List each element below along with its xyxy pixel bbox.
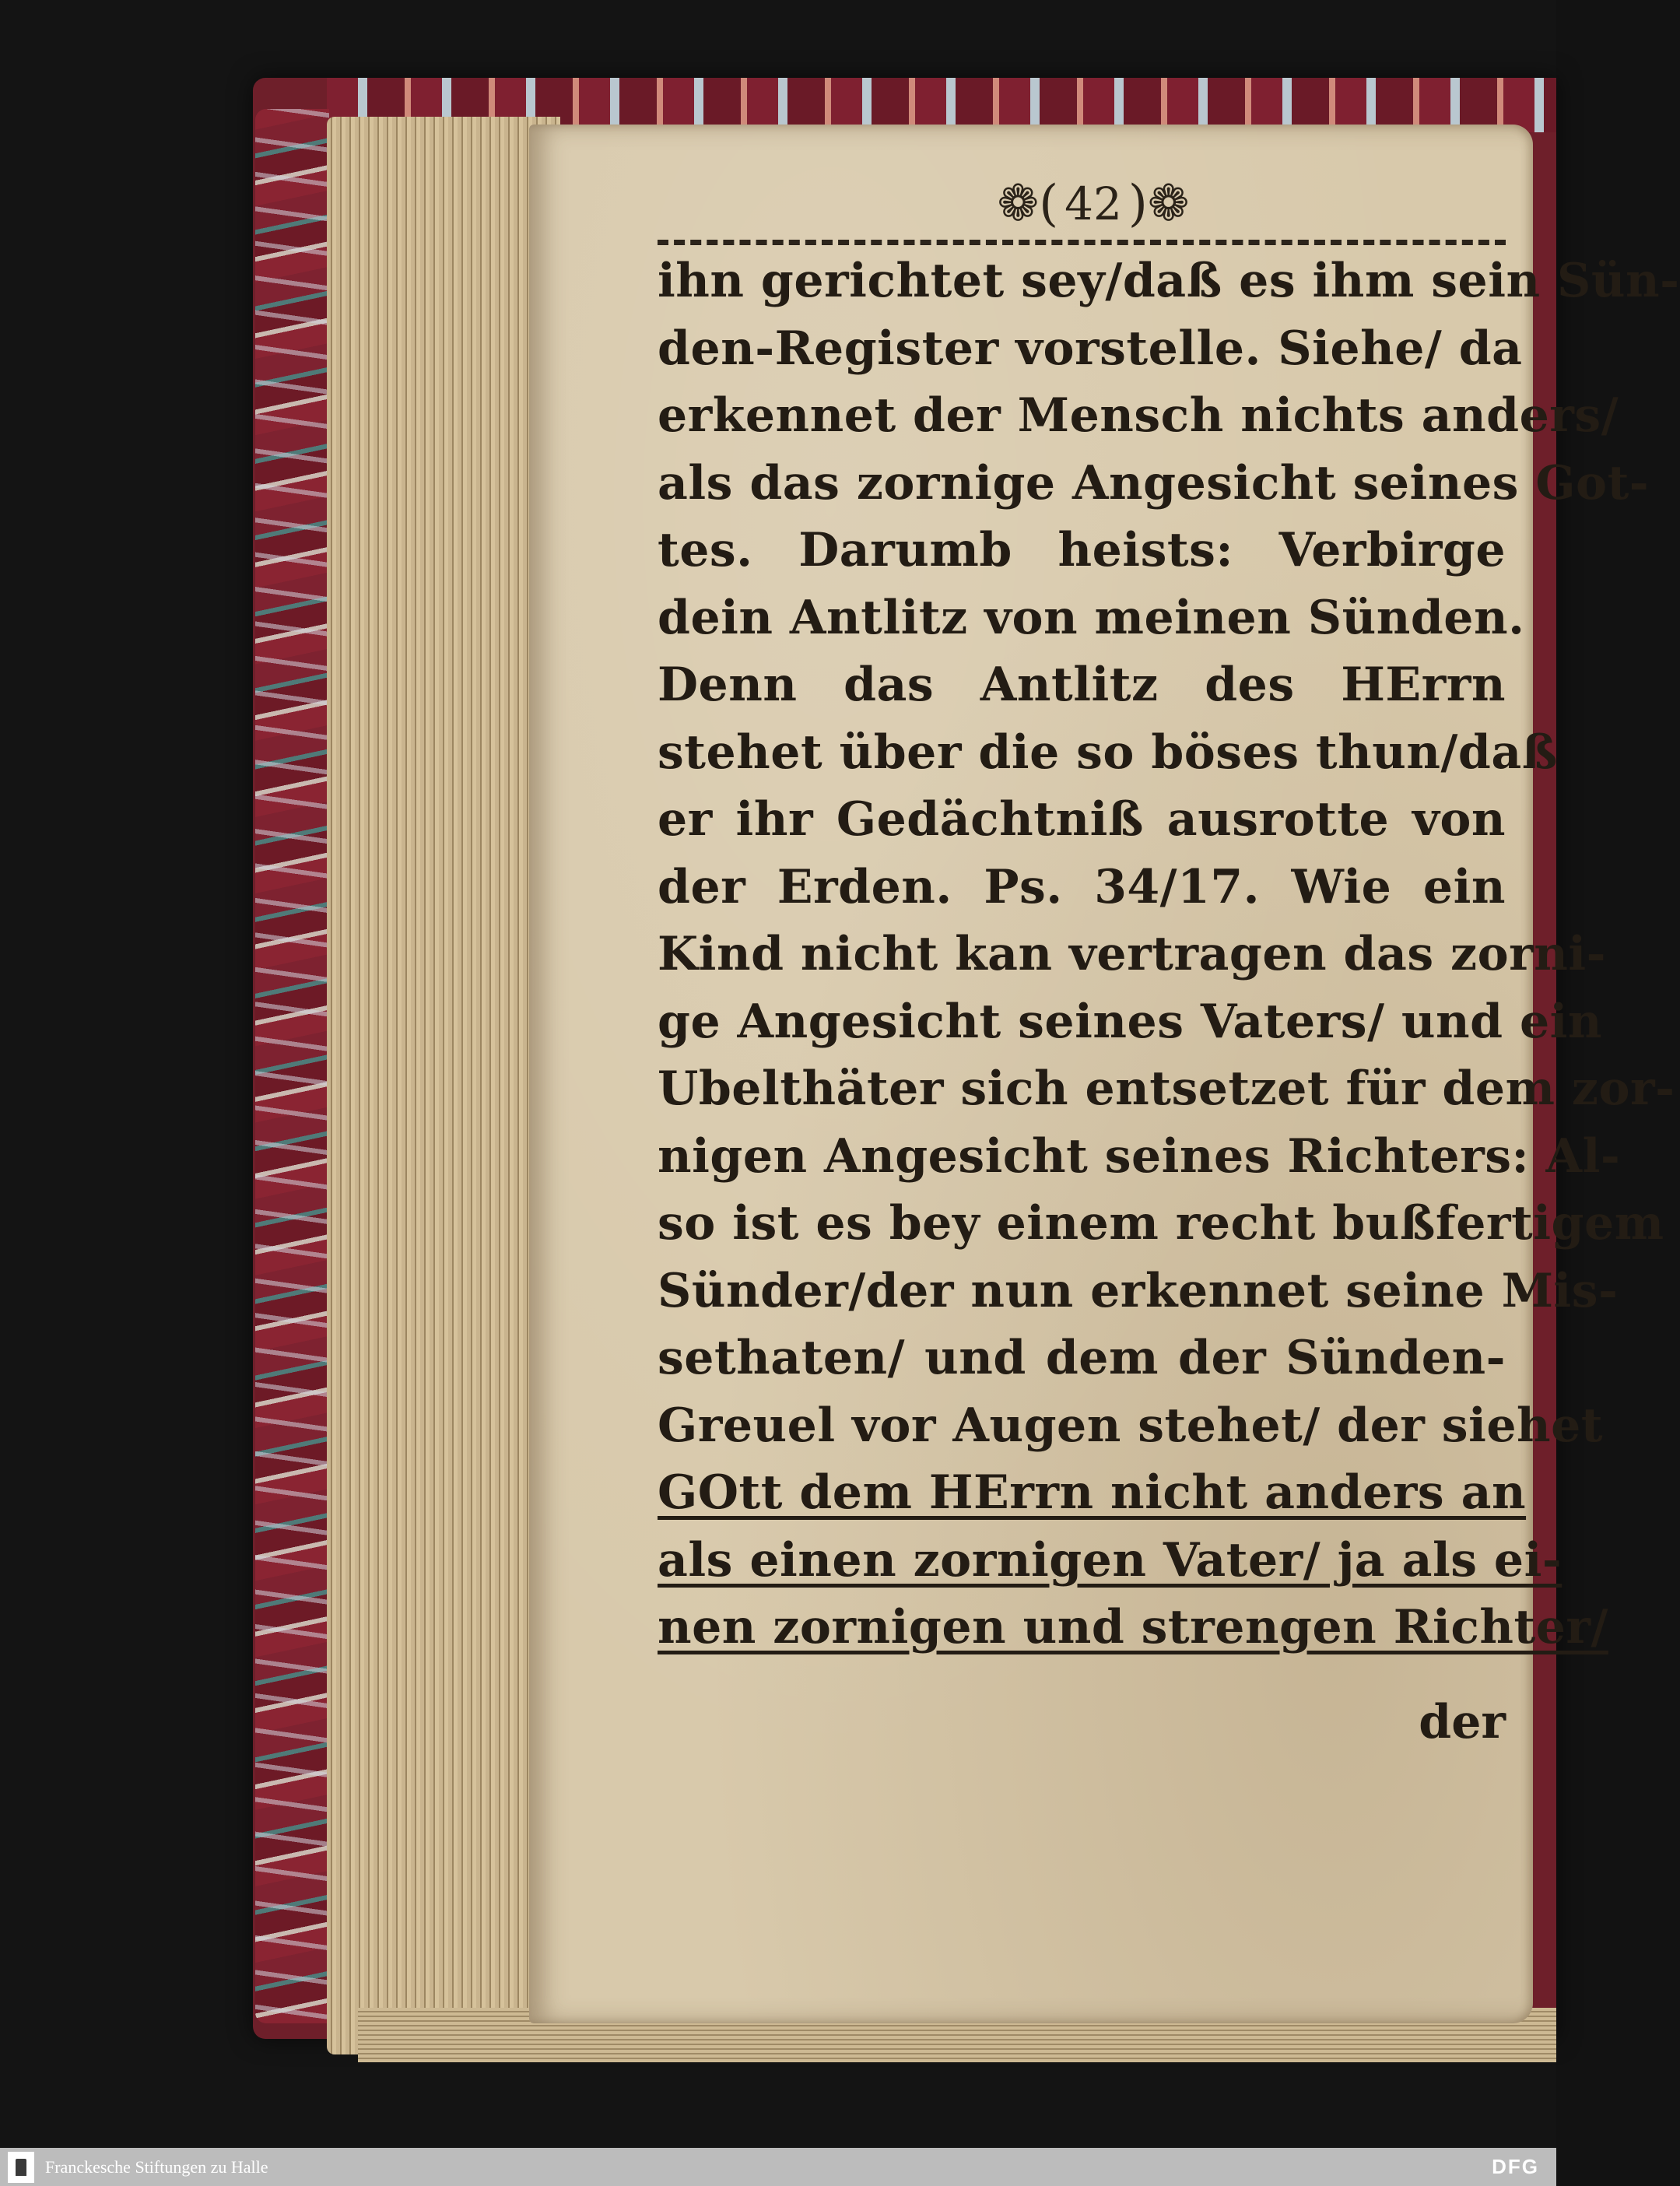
institution-name[interactable]: Franckesche Stiftungen zu Halle — [45, 2156, 268, 2177]
text-line: sethaten/ und dem der Sünden- — [658, 1331, 1506, 1385]
body-text — [658, 247, 1680, 1661]
underlined-text-line: GOtt dem HErrn nicht anders an — [658, 1465, 1527, 1520]
text-line: er ihr Gedächtniß ausrotte von — [658, 792, 1506, 847]
text-line: nigen Angesicht seines Richters: Al- — [658, 1128, 1621, 1184]
text-line: Sünder/der nun erkennet seine Mis- — [658, 1263, 1619, 1318]
text-line: als das zornige Angesicht seines Got- — [658, 455, 1650, 511]
building-icon — [16, 2159, 26, 2176]
marbled-fore-edge — [255, 109, 329, 2023]
text-line: ihn gerichtet sey/daß es ihm sein Sün- — [658, 254, 1680, 308]
text-line: tes. Darumb heists: Verbirge — [658, 523, 1506, 577]
text-line: den-Register vorstelle. Siehe/ da — [658, 321, 1523, 376]
page-number: 42 — [1064, 177, 1122, 230]
text-line: dein Antlitz von meinen Sünden. — [658, 590, 1525, 645]
viewer-footer — [0, 2148, 1556, 2186]
header-ornament-right: )❁ — [1128, 175, 1190, 233]
text-line: stehet über die so böses thun/daß — [658, 725, 1558, 780]
text-line: der Erden. Ps. 34/17. Wie ein — [658, 859, 1506, 914]
page-block-edge — [327, 117, 560, 2054]
underlined-text-line: nen zornigen und strengen Richter/ — [658, 1600, 1608, 1654]
text-line: Ubelthäter sich entsetzet für dem zor- — [658, 1061, 1675, 1116]
dfg-logo[interactable]: DFG — [1492, 2155, 1539, 2178]
underlined-text-line: als einen zornigen Vater/ ja als ei- — [658, 1532, 1563, 1588]
catchword: der — [1419, 1695, 1506, 1749]
text-line: erkennet der Mensch nichts anders/ — [658, 388, 1619, 443]
text-line: Denn das Antlitz des HErrn — [658, 658, 1506, 712]
header-ornament-left: ❁( — [997, 175, 1059, 233]
text-line: so ist es bey einem recht bußfertigem — [658, 1196, 1664, 1251]
institution-logo[interactable] — [8, 2152, 34, 2183]
text-line: ge Angesicht seines Vaters/ und ein — [658, 994, 1603, 1049]
text-line: Greuel vor Augen stehet/ der siehet — [658, 1398, 1604, 1453]
text-line: Kind nicht kan vertragen das zorni- — [658, 927, 1607, 981]
page-header — [965, 173, 1222, 235]
header-rule — [658, 240, 1506, 245]
footer-left — [0, 2152, 268, 2183]
